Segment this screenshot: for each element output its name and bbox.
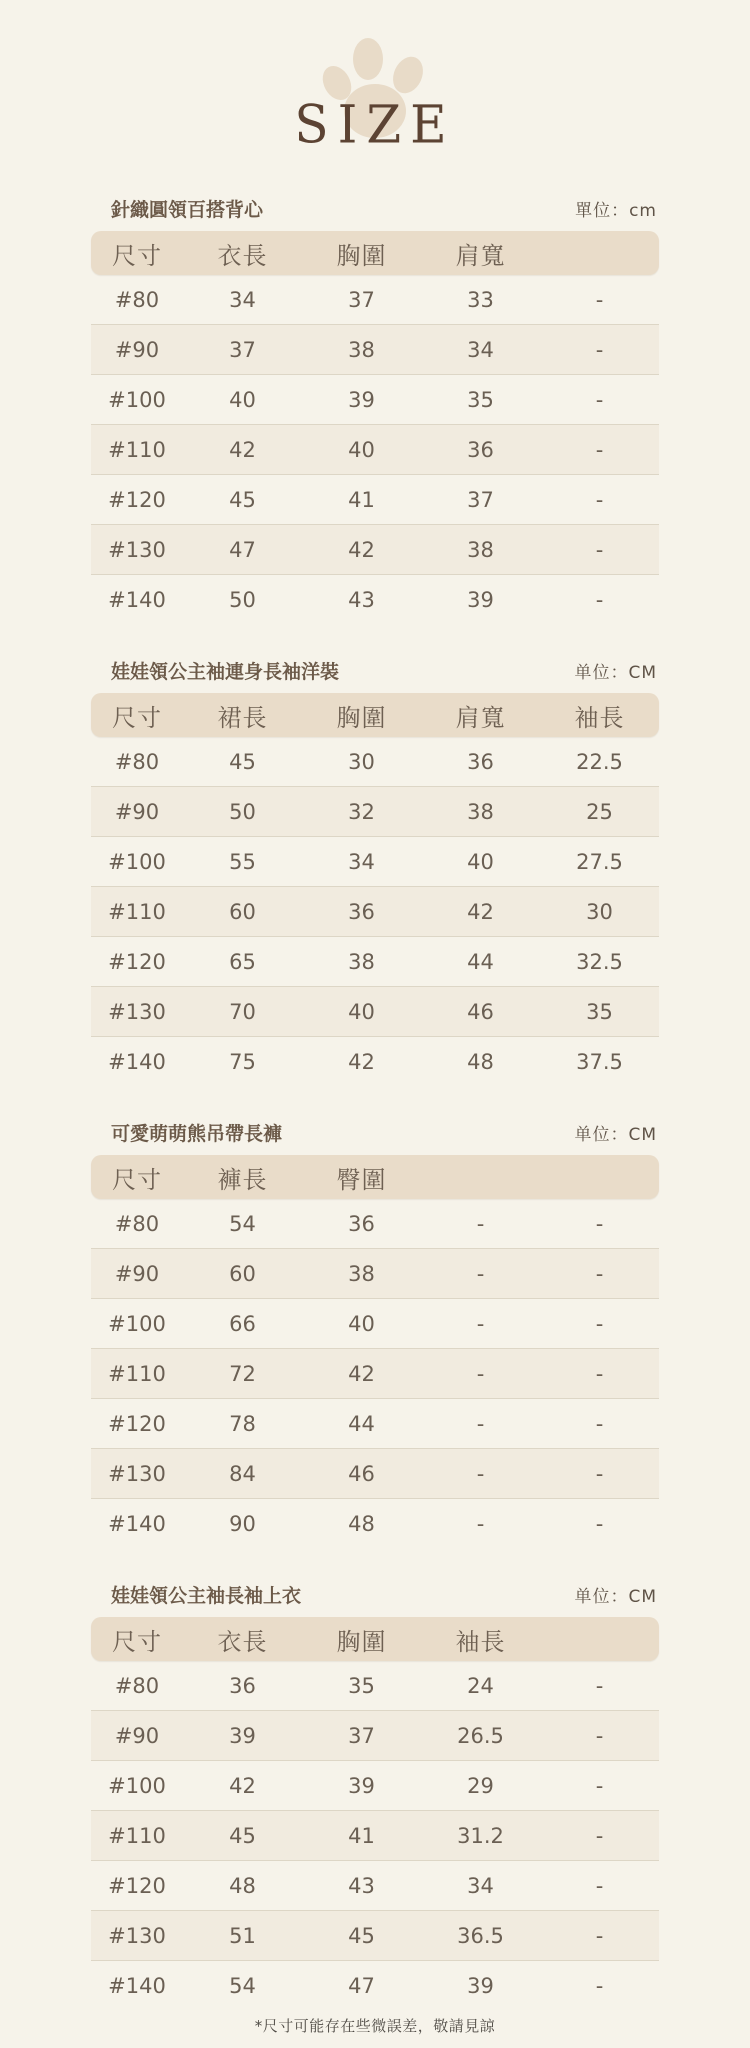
table-body bbox=[91, 275, 659, 624]
table-cell: 42 bbox=[229, 1773, 256, 1798]
table-cell: 37.5 bbox=[576, 1049, 623, 1074]
table-cell: 44 bbox=[348, 1411, 375, 1436]
table-cell: - bbox=[595, 387, 604, 412]
table-cell: 40 bbox=[348, 999, 375, 1024]
table-cell: 38 bbox=[348, 337, 375, 362]
table-row bbox=[91, 737, 659, 786]
table-row bbox=[91, 324, 659, 374]
table-cell: - bbox=[595, 1723, 604, 1748]
table-cell: 45 bbox=[348, 1923, 375, 1948]
table-row bbox=[91, 275, 659, 324]
table-row bbox=[91, 1298, 659, 1348]
table-cell: #110 bbox=[108, 437, 166, 462]
column-header: 袖長 bbox=[574, 703, 625, 732]
table-cell: 43 bbox=[348, 1873, 375, 1898]
table-row bbox=[91, 524, 659, 574]
table-cell: 45 bbox=[229, 487, 256, 512]
table-cell: #110 bbox=[108, 1823, 166, 1848]
table-cell: 45 bbox=[229, 749, 256, 774]
size-table-dress bbox=[91, 660, 659, 1086]
table-row bbox=[91, 1498, 659, 1548]
table-cell: - bbox=[595, 1773, 604, 1798]
table-cell: 26.5 bbox=[457, 1723, 504, 1748]
table-cell: 50 bbox=[229, 587, 256, 612]
table-cell: 36 bbox=[348, 899, 375, 924]
column-header: 胸圍 bbox=[336, 1627, 387, 1656]
table-cell: 39 bbox=[467, 587, 494, 612]
table-cell: 35 bbox=[586, 999, 613, 1024]
table-cell: 36 bbox=[467, 437, 494, 462]
table-row bbox=[91, 1348, 659, 1398]
table-cell: 60 bbox=[229, 899, 256, 924]
table-title-row bbox=[91, 1584, 659, 1617]
table-cell: #120 bbox=[108, 949, 166, 974]
table-title-row bbox=[91, 660, 659, 693]
table-cell: - bbox=[595, 537, 604, 562]
table-cell: 25 bbox=[586, 799, 613, 824]
table-title: 針織圓領百搭背心 bbox=[111, 199, 264, 221]
table-cell: 50 bbox=[229, 799, 256, 824]
table-cell: #80 bbox=[114, 1211, 160, 1236]
table-cell: #80 bbox=[114, 749, 160, 774]
table-cell: 43 bbox=[348, 587, 375, 612]
column-header: 胸圍 bbox=[336, 703, 387, 732]
table-cell: #110 bbox=[108, 899, 166, 924]
table-cell: 37 bbox=[467, 487, 494, 512]
table-cell: - bbox=[476, 1461, 485, 1486]
table-cell: 34 bbox=[229, 287, 256, 312]
table-cell: #100 bbox=[108, 387, 166, 412]
table-row bbox=[91, 1661, 659, 1710]
column-header: 肩寬 bbox=[455, 241, 506, 270]
table-cell: 38 bbox=[467, 799, 494, 824]
table-cell: 54 bbox=[229, 1211, 256, 1236]
table-cell: 78 bbox=[229, 1411, 256, 1436]
table-cell: #140 bbox=[108, 1049, 166, 1074]
table-cell: - bbox=[595, 1211, 604, 1236]
table-row bbox=[91, 1199, 659, 1248]
table-cell: 46 bbox=[467, 999, 494, 1024]
table-row bbox=[91, 786, 659, 836]
table-cell: 32 bbox=[348, 799, 375, 824]
column-header: 衣長 bbox=[217, 241, 268, 270]
table-cell: #90 bbox=[114, 1261, 160, 1286]
brand-header bbox=[0, 0, 750, 158]
table-cell: 42 bbox=[467, 899, 494, 924]
table-header-row bbox=[91, 693, 659, 737]
table-cell: #130 bbox=[108, 1461, 166, 1486]
table-row bbox=[91, 1036, 659, 1086]
table-cell: #90 bbox=[114, 1723, 160, 1748]
table-cell: 37 bbox=[348, 1723, 375, 1748]
table-cell: 47 bbox=[229, 537, 256, 562]
table-cell: 39 bbox=[467, 1973, 494, 1998]
brand-size-word: SIZE bbox=[294, 94, 456, 156]
table-cell: 48 bbox=[467, 1049, 494, 1074]
table-title-row bbox=[91, 1122, 659, 1155]
table-cell: 42 bbox=[229, 437, 256, 462]
table-row bbox=[91, 1398, 659, 1448]
table-cell: 40 bbox=[229, 387, 256, 412]
table-cell: #140 bbox=[108, 1973, 166, 1998]
table-row bbox=[91, 1448, 659, 1498]
table-cell: - bbox=[595, 1311, 604, 1336]
table-row bbox=[91, 1760, 659, 1810]
table-cell: 36 bbox=[348, 1211, 375, 1236]
table-cell: 34 bbox=[467, 337, 494, 362]
table-row bbox=[91, 474, 659, 524]
size-table-top bbox=[91, 1584, 659, 2010]
table-row bbox=[91, 1910, 659, 1960]
table-cell: 38 bbox=[467, 537, 494, 562]
table-cell: #120 bbox=[108, 1873, 166, 1898]
table-cell: #140 bbox=[108, 587, 166, 612]
table-cell: - bbox=[595, 1823, 604, 1848]
table-cell: 55 bbox=[229, 849, 256, 874]
table-cell: - bbox=[595, 437, 604, 462]
table-cell: 38 bbox=[348, 949, 375, 974]
table-cell: 24 bbox=[467, 1673, 494, 1698]
table-cell: 35 bbox=[467, 387, 494, 412]
table-cell: 44 bbox=[467, 949, 494, 974]
table-row bbox=[91, 836, 659, 886]
table-cell: 47 bbox=[348, 1973, 375, 1998]
table-cell: 22.5 bbox=[576, 749, 623, 774]
table-title: 娃娃領公主袖連身長袖洋裝 bbox=[111, 661, 340, 683]
table-cell: 51 bbox=[229, 1923, 256, 1948]
table-cell: - bbox=[595, 1673, 604, 1698]
table-cell: 29 bbox=[467, 1773, 494, 1798]
table-row bbox=[91, 1710, 659, 1760]
table-row bbox=[91, 936, 659, 986]
table-cell: 37 bbox=[348, 287, 375, 312]
table-cell: #100 bbox=[108, 849, 166, 874]
table-row bbox=[91, 1810, 659, 1860]
table-cell: 42 bbox=[348, 1049, 375, 1074]
table-title-row bbox=[91, 198, 659, 231]
table-cell: #80 bbox=[114, 1673, 160, 1698]
table-cell: 36 bbox=[229, 1673, 256, 1698]
size-table-vest bbox=[91, 198, 659, 624]
table-cell: - bbox=[476, 1211, 485, 1236]
table-cell: #120 bbox=[108, 487, 166, 512]
table-cell: 36.5 bbox=[457, 1923, 504, 1948]
table-cell: 72 bbox=[229, 1361, 256, 1386]
table-cell: 27.5 bbox=[576, 849, 623, 874]
table-cell: #90 bbox=[114, 799, 160, 824]
column-header: 胸圍 bbox=[336, 241, 387, 270]
table-cell: 41 bbox=[348, 487, 375, 512]
unit-label: 單位：cm bbox=[575, 201, 657, 221]
table-cell: 34 bbox=[348, 849, 375, 874]
table-cell: - bbox=[476, 1411, 485, 1436]
table-cell: - bbox=[595, 1461, 604, 1486]
table-cell: 30 bbox=[348, 749, 375, 774]
table-cell: 42 bbox=[348, 1361, 375, 1386]
table-cell: 65 bbox=[229, 949, 256, 974]
column-header: 衣長 bbox=[217, 1627, 268, 1656]
table-cell: - bbox=[595, 1361, 604, 1386]
table-cell: 40 bbox=[467, 849, 494, 874]
table-cell: 75 bbox=[229, 1049, 256, 1074]
table-cell: - bbox=[595, 1873, 604, 1898]
table-cell: 40 bbox=[348, 437, 375, 462]
table-cell: 40 bbox=[348, 1311, 375, 1336]
table-cell: - bbox=[595, 287, 604, 312]
unit-label: 单位：CM bbox=[574, 1125, 657, 1145]
table-cell: 48 bbox=[348, 1511, 375, 1536]
table-cell: 35 bbox=[348, 1673, 375, 1698]
table-cell: 41 bbox=[348, 1823, 375, 1848]
table-cell: #130 bbox=[108, 999, 166, 1024]
table-cell: 39 bbox=[229, 1723, 256, 1748]
table-cell: 60 bbox=[229, 1261, 256, 1286]
unit-label: 单位：CM bbox=[574, 663, 657, 683]
table-cell: #90 bbox=[114, 337, 160, 362]
table-cell: - bbox=[476, 1361, 485, 1386]
table-cell: 70 bbox=[229, 999, 256, 1024]
table-cell: #100 bbox=[108, 1311, 166, 1336]
table-body bbox=[91, 1661, 659, 2010]
table-title: 娃娃領公主袖長袖上衣 bbox=[111, 1585, 302, 1607]
table-cell: - bbox=[476, 1311, 485, 1336]
column-header: 尺寸 bbox=[112, 1165, 162, 1194]
table-cell: 66 bbox=[229, 1311, 256, 1336]
table-row bbox=[91, 574, 659, 624]
table-cell: 38 bbox=[348, 1261, 375, 1286]
table-cell: - bbox=[595, 487, 604, 512]
table-cell: 30 bbox=[586, 899, 613, 924]
table-cell: #100 bbox=[108, 1773, 166, 1798]
table-cell: 32.5 bbox=[576, 949, 623, 974]
table-cell: - bbox=[476, 1511, 485, 1536]
table-row bbox=[91, 1248, 659, 1298]
column-header: 裙長 bbox=[217, 703, 268, 732]
table-row bbox=[91, 374, 659, 424]
table-cell: #130 bbox=[108, 537, 166, 562]
table-cell: 48 bbox=[229, 1873, 256, 1898]
table-cell: 37 bbox=[229, 337, 256, 362]
table-cell: 39 bbox=[348, 387, 375, 412]
table-cell: 33 bbox=[467, 287, 494, 312]
table-header-row bbox=[91, 1617, 659, 1661]
table-cell: - bbox=[476, 1261, 485, 1286]
table-cell: 36 bbox=[467, 749, 494, 774]
column-header: 尺寸 bbox=[112, 241, 162, 270]
table-cell: 90 bbox=[229, 1511, 256, 1536]
table-cell: - bbox=[595, 1511, 604, 1536]
table-body bbox=[91, 1199, 659, 1548]
column-header: 臀圍 bbox=[336, 1165, 387, 1194]
table-cell: 39 bbox=[348, 1773, 375, 1798]
table-header-row bbox=[91, 231, 659, 275]
table-cell: 54 bbox=[229, 1973, 256, 1998]
column-header: 褲長 bbox=[217, 1165, 268, 1194]
table-cell: - bbox=[595, 1923, 604, 1948]
table-cell: - bbox=[595, 1261, 604, 1286]
table-cell: 46 bbox=[348, 1461, 375, 1486]
table-cell: 84 bbox=[229, 1461, 256, 1486]
column-header: 肩寬 bbox=[455, 703, 506, 732]
table-cell: #140 bbox=[108, 1511, 166, 1536]
column-header: 尺寸 bbox=[112, 703, 162, 732]
table-title: 可愛萌萌熊吊帶長褲 bbox=[111, 1123, 283, 1145]
table-row bbox=[91, 886, 659, 936]
table-row bbox=[91, 424, 659, 474]
table-cell: 31.2 bbox=[457, 1823, 504, 1848]
table-cell: 42 bbox=[348, 537, 375, 562]
table-cell: - bbox=[595, 587, 604, 612]
size-table-overalls bbox=[91, 1122, 659, 1548]
table-cell: 34 bbox=[467, 1873, 494, 1898]
footer-note: *尺寸可能存在些微誤差，敬請見諒 bbox=[254, 2017, 496, 2035]
unit-label: 单位：CM bbox=[574, 1587, 657, 1607]
table-body bbox=[91, 737, 659, 1086]
table-cell: #120 bbox=[108, 1411, 166, 1436]
column-header: 尺寸 bbox=[112, 1627, 162, 1656]
table-row bbox=[91, 1860, 659, 1910]
column-header: 袖長 bbox=[455, 1627, 506, 1656]
table-cell: #110 bbox=[108, 1361, 166, 1386]
table-cell: - bbox=[595, 1973, 604, 1998]
table-cell: - bbox=[595, 337, 604, 362]
table-cell: - bbox=[595, 1411, 604, 1436]
table-row bbox=[91, 986, 659, 1036]
table-cell: 45 bbox=[229, 1823, 256, 1848]
table-cell: #130 bbox=[108, 1923, 166, 1948]
table-header-row bbox=[91, 1155, 659, 1199]
table-row bbox=[91, 1960, 659, 2010]
table-cell: #80 bbox=[114, 287, 160, 312]
